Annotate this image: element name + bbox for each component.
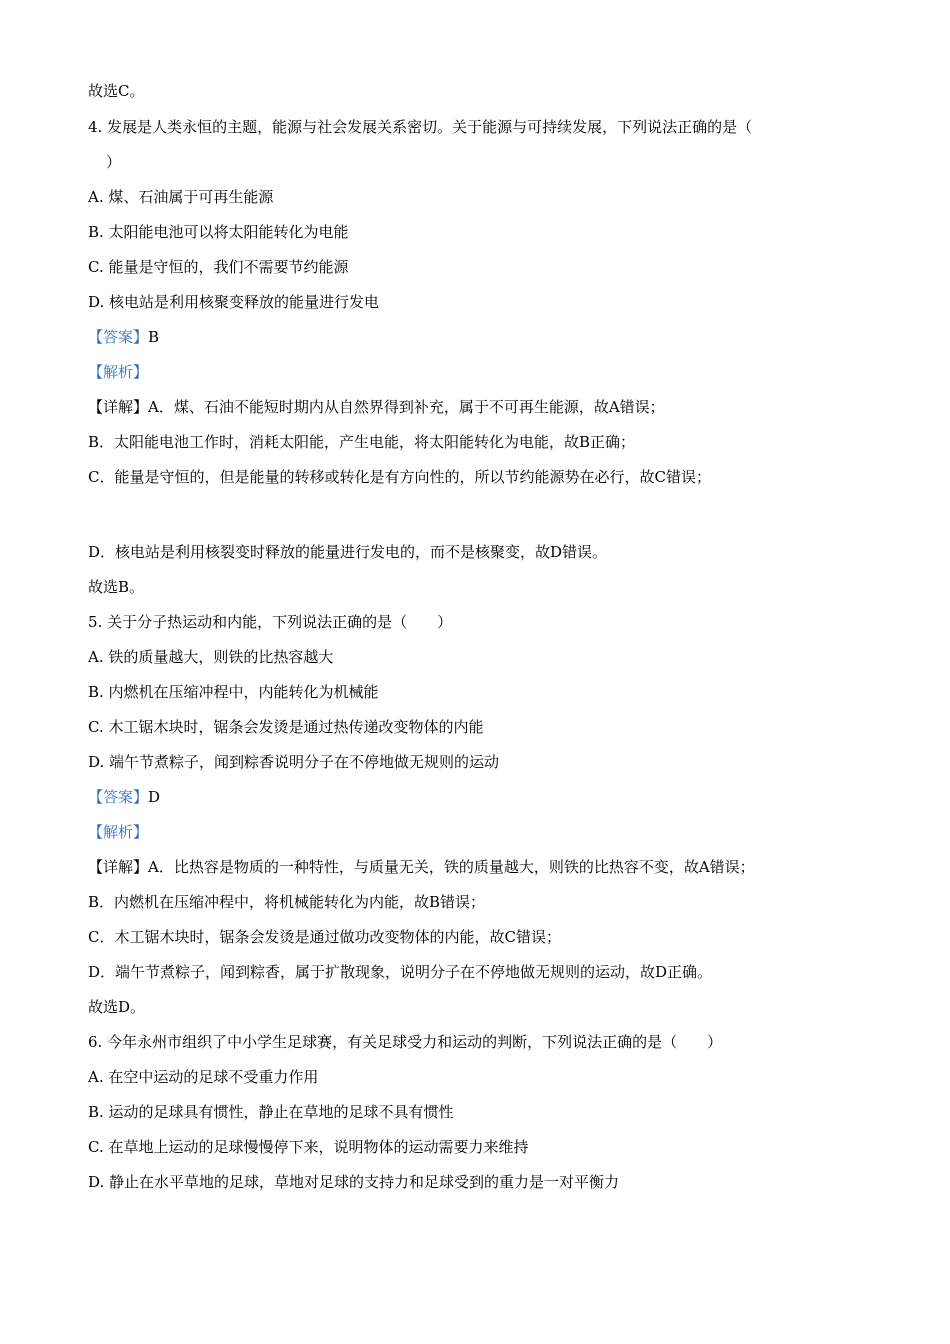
detail-tag: 【详解】 xyxy=(88,858,149,876)
question-5-stem xyxy=(88,612,452,632)
answer-line xyxy=(88,787,160,807)
option-d xyxy=(88,752,499,772)
answer-line xyxy=(88,327,159,347)
answer-tag: 【答案】 xyxy=(88,328,149,346)
line-text: D. 核电站是利用核聚变释放的能量进行发电 xyxy=(88,293,380,311)
question-4-stem-cont xyxy=(106,152,121,172)
line-text: C. 在草地上运动的足球慢慢停下来，说明物体的运动需要力来维持 xyxy=(88,1138,529,1156)
text-line xyxy=(88,892,485,912)
option-d xyxy=(88,1172,619,1192)
line-text: C. 木工锯木块时，锯条会发烫是通过热传递改变物体的内能 xyxy=(88,718,484,736)
text-line xyxy=(88,81,144,101)
option-a xyxy=(88,187,273,207)
line-text: B．太阳能电池工作时，消耗太阳能，产生电能，将太阳能转化为电能，故B正确； xyxy=(88,433,636,451)
line-text: D．核电站是利用核裂变时释放的能量进行发电的，而不是核聚变，故D错误。 xyxy=(88,543,608,561)
question-4-stem xyxy=(88,117,752,137)
text-line xyxy=(88,467,711,487)
detail-line xyxy=(88,857,755,877)
line-text: C．木工锯木块时，锯条会发烫是通过做功改变物体的内能，故C错误； xyxy=(88,928,561,946)
line-text: B．内燃机在压缩冲程中，将机械能转化为内能，故B错误； xyxy=(88,893,486,911)
line-text: A．煤、石油不能短时期内从自然界得到补充，属于不可再生能源，故A错误； xyxy=(148,398,665,416)
analysis-tag: 【解析】 xyxy=(88,823,149,841)
answer-value: B xyxy=(148,328,160,346)
line-text: A. 铁的质量越大，则铁的比热容越大 xyxy=(88,648,334,666)
line-text: ） xyxy=(106,153,122,171)
line-text: 5. 关于分子热运动和内能，下列说法正确的是（ ） xyxy=(88,613,453,631)
analysis-tag: 【解析】 xyxy=(88,363,149,381)
option-b xyxy=(88,682,379,702)
detail-line xyxy=(88,397,665,417)
text-line xyxy=(88,542,607,562)
option-c xyxy=(88,1137,528,1157)
option-a xyxy=(88,1067,318,1087)
line-text: A．比热容是物质的一种特性，与质量无关，铁的质量越大，则铁的比热容不变，故A错误； xyxy=(148,858,755,876)
answer-value: D xyxy=(148,788,161,806)
line-text: A. 煤、石油属于可再生能源 xyxy=(88,188,274,206)
option-d xyxy=(88,292,379,312)
option-a xyxy=(88,647,333,667)
line-text: 4. 发展是人类永恒的主题，能源与社会发展关系密切。关于能源与可持续发展，下列说法正确的是（ xyxy=(88,118,753,136)
line-text: 故选D。 xyxy=(88,998,146,1016)
line-text: B. 运动的足球具有惯性，静止在草地的足球不具有惯性 xyxy=(88,1103,454,1121)
answer-tag: 【答案】 xyxy=(88,788,149,806)
question-6-stem xyxy=(88,1032,722,1052)
analysis-line xyxy=(88,822,148,842)
line-text: D．端午节煮粽子，闻到粽香，属于扩散现象，说明分子在不停地做无规则的运动，故D正确。 xyxy=(88,963,713,981)
option-c xyxy=(88,257,348,277)
line-text: 6. 今年永州市组织了中小学生足球赛，有关足球受力和运动的判断，下列说法正确的是（ ） xyxy=(88,1033,723,1051)
option-b xyxy=(88,1102,454,1122)
line-text: 故选B。 xyxy=(88,578,145,596)
text-line xyxy=(88,432,635,452)
line-text: D. 静止在水平草地的足球，草地对足球的支持力和足球受到的重力是一对平衡力 xyxy=(88,1173,620,1191)
line-text: B. 内燃机在压缩冲程中，内能转化为机械能 xyxy=(88,683,379,701)
option-b xyxy=(88,222,349,242)
detail-tag: 【详解】 xyxy=(88,398,149,416)
analysis-line xyxy=(88,362,148,382)
line-text: C. 能量是守恒的，我们不需要节约能源 xyxy=(88,258,349,276)
text-line xyxy=(88,927,561,947)
line-text: B. 太阳能电池可以将太阳能转化为电能 xyxy=(88,223,349,241)
option-c xyxy=(88,717,483,737)
text-line xyxy=(88,577,144,597)
line-text: C．能量是守恒的，但是能量的转移或转化是有方向性的，所以节约能源势在必行，故C错误； xyxy=(88,468,711,486)
text-line xyxy=(88,997,145,1017)
text-line xyxy=(88,962,712,982)
line-text: 故选C。 xyxy=(88,82,145,100)
line-text: D. 端午节煮粽子，闻到粽香说明分子在不停地做无规则的运动 xyxy=(88,753,500,771)
line-text: A. 在空中运动的足球不受重力作用 xyxy=(88,1068,319,1086)
